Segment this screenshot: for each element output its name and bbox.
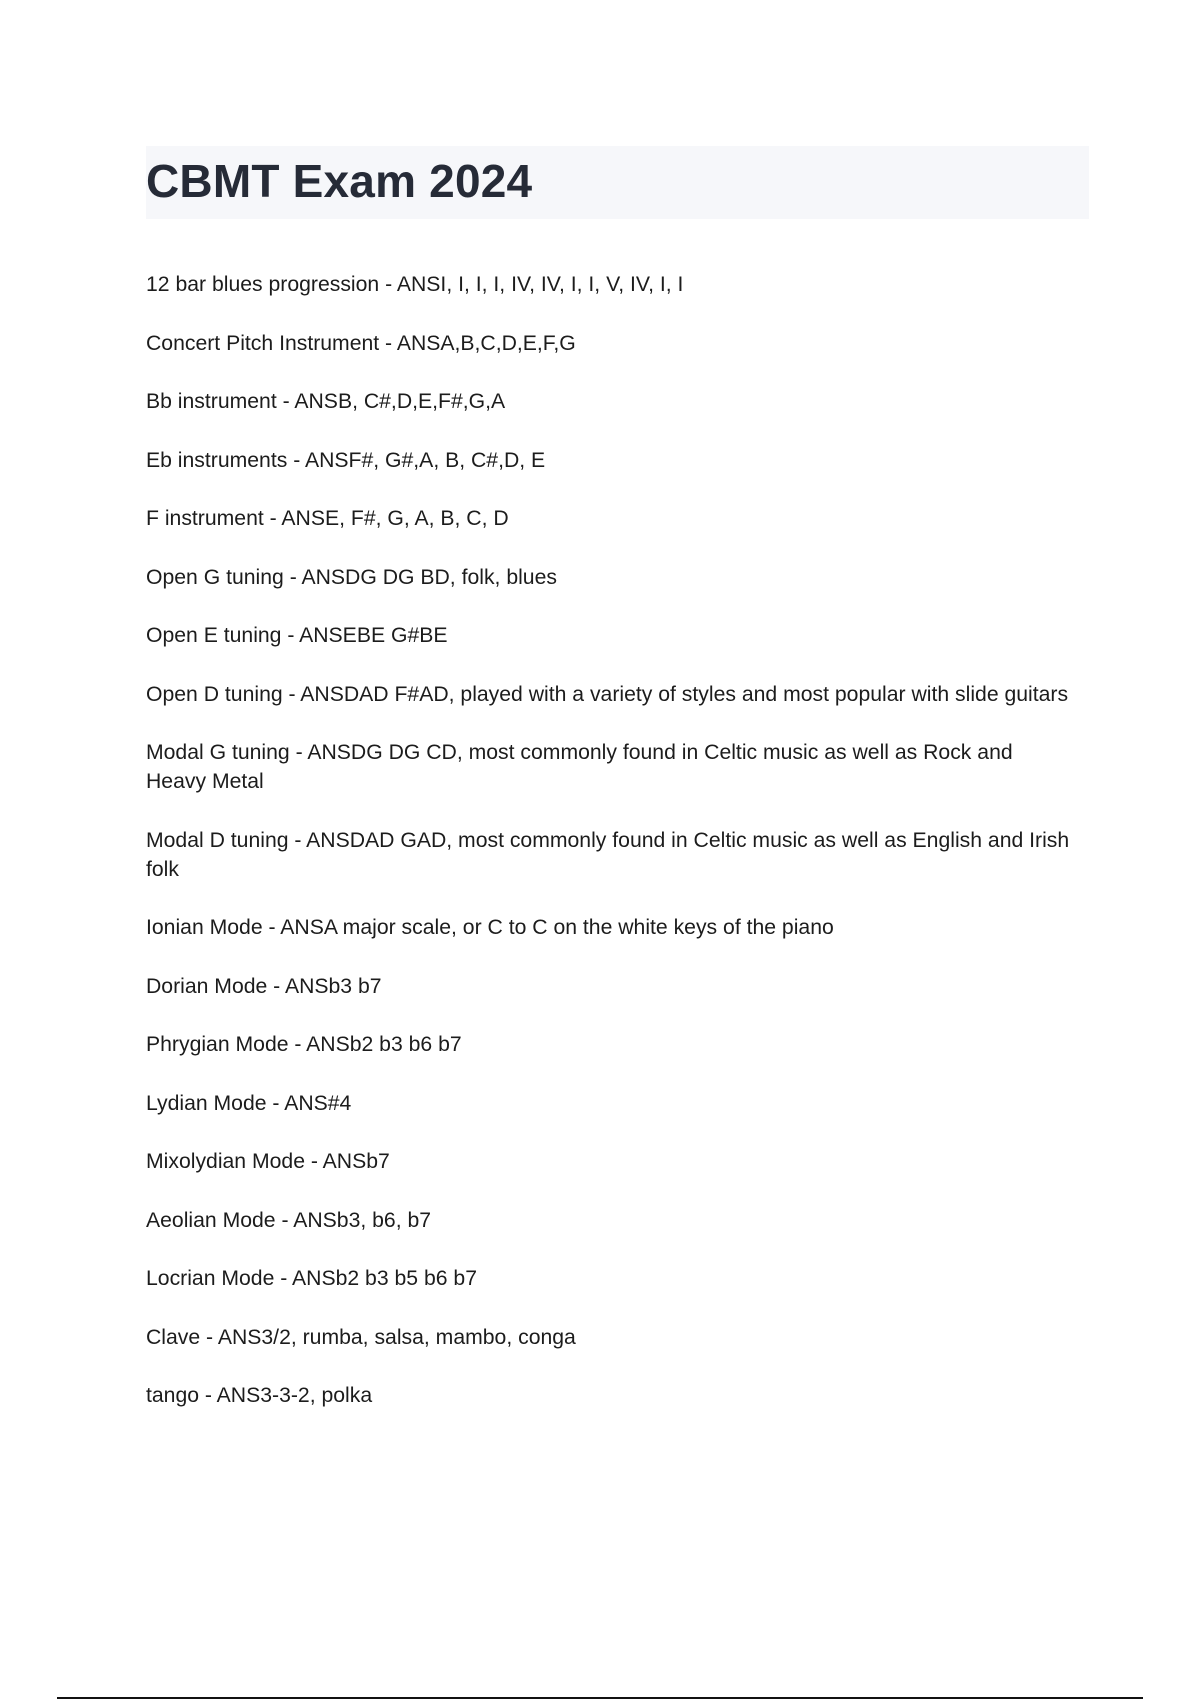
qa-entry: Bb instrument - ANSB, C#,D,E,F#,G,A (146, 390, 506, 413)
qa-entry: Open D tuning - ANSDAD F#AD, played with a variety of styles and most popular with slide guitars (146, 682, 1069, 706)
qa-entry: Aeolian Mode - ANSb3, b6, b7 (146, 1208, 432, 1232)
title-banner (146, 146, 1089, 219)
page-title: CBMT Exam 2024 (146, 155, 533, 207)
footer-divider (57, 1697, 1143, 1699)
qa-entry: Open E tuning - ANSEBE G#BE (146, 624, 448, 647)
qa-entry: tango - ANS3-3-2, polka (146, 1384, 373, 1407)
qa-entry: Eb instruments - ANSF#, G#,A, B, C#,D, E (146, 448, 546, 472)
qa-entry: Ionian Mode - ANSA major scale, or C to C on the white keys of the piano (146, 916, 834, 939)
qa-entry: F instrument - ANSE, F#, G, A, B, C, D (146, 507, 509, 530)
qa-entry: Lydian Mode - ANS#4 (146, 1091, 352, 1115)
qa-entry: Modal D tuning - ANSDAD GAD, most commonly found in Celtic music as well as English and Irish folk (146, 828, 1070, 881)
qa-entry: Modal G tuning - ANSDG DG CD, most commonly found in Celtic music as well as Rock and Heavy Metal (146, 741, 1013, 793)
qa-entry: Clave - ANS3/2, rumba, salsa, mambo, conga (146, 1325, 576, 1349)
qa-entry: Open G tuning - ANSDG DG BD, folk, blues (146, 565, 557, 589)
qa-list (146, 270, 1076, 1440)
qa-entry: Mixolydian Mode - ANSb7 (146, 1150, 390, 1173)
qa-entry: 12 bar blues progression - ANSI, I, I, I, IV, IV, I, I, V, IV, I, I (146, 273, 684, 296)
qa-entry: Dorian Mode - ANSb3 b7 (146, 974, 382, 998)
qa-entry: Phrygian Mode - ANSb2 b3 b6 b7 (146, 1033, 462, 1056)
qa-entry: Concert Pitch Instrument - ANSA,B,C,D,E,F,G (146, 331, 576, 355)
qa-entry: Locrian Mode - ANSb2 b3 b5 b6 b7 (146, 1267, 477, 1290)
